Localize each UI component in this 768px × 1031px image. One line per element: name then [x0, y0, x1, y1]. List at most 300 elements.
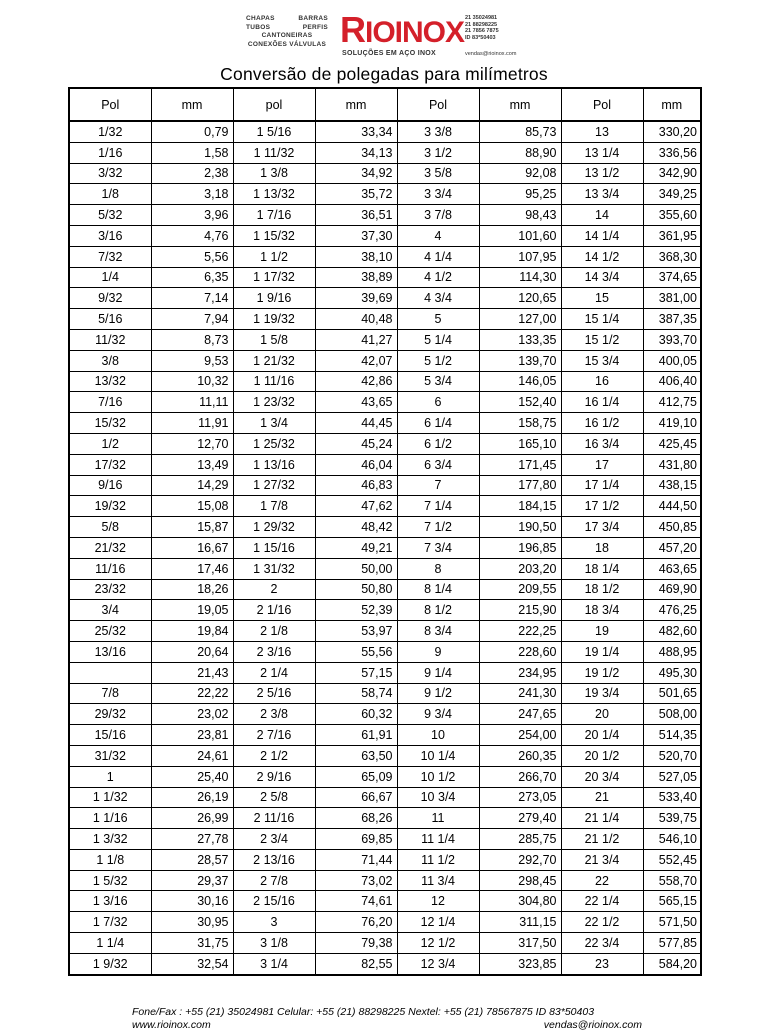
- cell-mm: 15,87: [151, 517, 233, 538]
- cell-mm: 39,69: [315, 288, 397, 309]
- cell-pol: 7/8: [69, 683, 151, 704]
- table-row: [69, 517, 701, 538]
- cell-mm: 30,95: [151, 912, 233, 933]
- cell-pol: 3 7/8: [397, 205, 479, 226]
- cell-mm: 42,86: [315, 371, 397, 392]
- cell-pol: 15 1/2: [561, 329, 643, 350]
- cell-pol: 13 3/4: [561, 184, 643, 205]
- table-row: [69, 725, 701, 746]
- cell-pol: 23/32: [69, 579, 151, 600]
- header-email: vendas@rioinox.com: [465, 51, 517, 58]
- cell-pol: 4: [397, 225, 479, 246]
- cell-mm: 3,96: [151, 205, 233, 226]
- table-row: [69, 662, 701, 683]
- cell-pol: 3 3/4: [397, 184, 479, 205]
- cell-pol: 1 17/32: [233, 267, 315, 288]
- logo-rest: IOINOX: [365, 16, 465, 49]
- cell-pol: 10 1/4: [397, 745, 479, 766]
- cell-mm: 438,15: [643, 475, 701, 496]
- cell-pol: 1 9/32: [69, 953, 151, 974]
- cell-mm: 15,08: [151, 496, 233, 517]
- cell-pol: 2 5/8: [233, 787, 315, 808]
- cell-pol: 8 1/2: [397, 600, 479, 621]
- cell-mm: 203,20: [479, 558, 561, 579]
- cell-mm: 406,40: [643, 371, 701, 392]
- cell-mm: 28,57: [151, 849, 233, 870]
- table-row: [69, 496, 701, 517]
- table-row: [69, 745, 701, 766]
- header-contact: [465, 15, 516, 58]
- cell-pol: [69, 662, 151, 683]
- cell-mm: 292,70: [479, 849, 561, 870]
- cell-pol: 3 5/8: [397, 163, 479, 184]
- cell-pol: 12 3/4: [397, 953, 479, 974]
- cell-pol: 7: [397, 475, 479, 496]
- cell-mm: 47,62: [315, 496, 397, 517]
- cell-mm: 20,64: [151, 641, 233, 662]
- cell-pol: 1 5/32: [69, 870, 151, 891]
- cell-pol: 13 1/2: [561, 163, 643, 184]
- cell-pol: 5 1/4: [397, 329, 479, 350]
- table-body: [69, 121, 701, 975]
- cell-pol: 7/16: [69, 392, 151, 413]
- cell-pol: 1 1/32: [69, 787, 151, 808]
- cell-pol: 2 1/2: [233, 745, 315, 766]
- cell-mm: 419,10: [643, 413, 701, 434]
- cell-mm: 95,25: [479, 184, 561, 205]
- cell-mm: 55,56: [315, 641, 397, 662]
- cell-mm: 279,40: [479, 808, 561, 829]
- cell-pol: 1 21/32: [233, 350, 315, 371]
- cell-mm: 40,48: [315, 309, 397, 330]
- cell-pol: 1: [69, 766, 151, 787]
- cell-pol: 19: [561, 621, 643, 642]
- table-row: [69, 309, 701, 330]
- cell-mm: 165,10: [479, 433, 561, 454]
- cell-pol: 13 1/4: [561, 142, 643, 163]
- cell-mm: 41,27: [315, 329, 397, 350]
- table-row: [69, 933, 701, 954]
- cell-mm: 158,75: [479, 413, 561, 434]
- cell-mm: 482,60: [643, 621, 701, 642]
- cell-pol: 20: [561, 704, 643, 725]
- cell-pol: 6 1/2: [397, 433, 479, 454]
- cell-mm: 152,40: [479, 392, 561, 413]
- cell-pol: 1 15/16: [233, 537, 315, 558]
- conversion-table-wrapper: [68, 87, 700, 976]
- cell-mm: 565,15: [643, 891, 701, 912]
- table-row: [69, 121, 701, 142]
- cell-mm: 450,85: [643, 517, 701, 538]
- cell-mm: 36,51: [315, 205, 397, 226]
- cell-mm: 46,04: [315, 454, 397, 475]
- product-perfis: PERFIS: [302, 23, 328, 31]
- cell-pol: 9/32: [69, 288, 151, 309]
- cell-pol: 11: [397, 808, 479, 829]
- cell-mm: 34,92: [315, 163, 397, 184]
- cell-pol: 4 1/4: [397, 246, 479, 267]
- cell-pol: 13: [561, 121, 643, 142]
- table-row: [69, 163, 701, 184]
- cell-pol: 14 1/2: [561, 246, 643, 267]
- cell-pol: 11 1/2: [397, 849, 479, 870]
- table-row: [69, 912, 701, 933]
- cell-pol: 2 3/8: [233, 704, 315, 725]
- cell-mm: 5,56: [151, 246, 233, 267]
- phone-2: 21 88298225: [465, 21, 498, 28]
- product-tubos: TUBOS: [246, 23, 271, 31]
- cell-mm: 444,50: [643, 496, 701, 517]
- table-row: [69, 558, 701, 579]
- cell-pol: 1 25/32: [233, 433, 315, 454]
- cell-pol: 17 1/2: [561, 496, 643, 517]
- cell-pol: 6 3/4: [397, 454, 479, 475]
- cell-mm: 228,60: [479, 641, 561, 662]
- cell-pol: 8: [397, 558, 479, 579]
- table-row: [69, 787, 701, 808]
- cell-pol: 3 1/8: [233, 933, 315, 954]
- cell-mm: 368,30: [643, 246, 701, 267]
- header-mm-4: mm: [643, 88, 701, 121]
- cell-pol: 2 1/8: [233, 621, 315, 642]
- cell-pol: 1 3/4: [233, 413, 315, 434]
- cell-mm: 27,78: [151, 829, 233, 850]
- cell-pol: 11 1/4: [397, 829, 479, 850]
- cell-pol: 19/32: [69, 496, 151, 517]
- cell-mm: 488,95: [643, 641, 701, 662]
- table-row: [69, 808, 701, 829]
- cell-pol: 22 1/2: [561, 912, 643, 933]
- cell-pol: 21: [561, 787, 643, 808]
- table-row: [69, 454, 701, 475]
- cell-pol: 2 1/4: [233, 662, 315, 683]
- cell-mm: 412,75: [643, 392, 701, 413]
- cell-mm: 31,75: [151, 933, 233, 954]
- cell-pol: 1 11/32: [233, 142, 315, 163]
- table-row: [69, 621, 701, 642]
- cell-mm: 26,99: [151, 808, 233, 829]
- cell-mm: 546,10: [643, 829, 701, 850]
- table-row: [69, 537, 701, 558]
- cell-mm: 234,95: [479, 662, 561, 683]
- cell-pol: 19 1/4: [561, 641, 643, 662]
- cell-pol: 8 3/4: [397, 621, 479, 642]
- cell-mm: 361,95: [643, 225, 701, 246]
- cell-mm: 190,50: [479, 517, 561, 538]
- cell-pol: 5: [397, 309, 479, 330]
- cell-mm: 514,35: [643, 725, 701, 746]
- cell-mm: 4,76: [151, 225, 233, 246]
- cell-pol: 5/32: [69, 205, 151, 226]
- cell-mm: 463,65: [643, 558, 701, 579]
- cell-mm: 66,67: [315, 787, 397, 808]
- cell-mm: 16,67: [151, 537, 233, 558]
- cell-mm: 2,38: [151, 163, 233, 184]
- cell-mm: 13,49: [151, 454, 233, 475]
- cell-pol: 7/32: [69, 246, 151, 267]
- table-row: [69, 288, 701, 309]
- table-row: [69, 267, 701, 288]
- cell-pol: 9/16: [69, 475, 151, 496]
- cell-mm: 298,45: [479, 870, 561, 891]
- cell-mm: 85,73: [479, 121, 561, 142]
- cell-mm: 49,21: [315, 537, 397, 558]
- cell-mm: 196,85: [479, 537, 561, 558]
- conversion-table: [68, 87, 702, 976]
- header-pol-3: Pol: [397, 88, 479, 121]
- cell-pol: 1 1/8: [69, 849, 151, 870]
- cell-mm: 7,94: [151, 309, 233, 330]
- cell-pol: 2 7/8: [233, 870, 315, 891]
- cell-mm: 311,15: [479, 912, 561, 933]
- cell-pol: 1/8: [69, 184, 151, 205]
- cell-mm: 323,85: [479, 953, 561, 974]
- cell-mm: 11,11: [151, 392, 233, 413]
- table-row: [69, 849, 701, 870]
- cell-pol: 11/32: [69, 329, 151, 350]
- cell-pol: 13/16: [69, 641, 151, 662]
- cell-pol: 1 7/32: [69, 912, 151, 933]
- cell-pol: 1/16: [69, 142, 151, 163]
- cell-mm: 266,70: [479, 766, 561, 787]
- cell-pol: 18 1/2: [561, 579, 643, 600]
- cell-pol: 12 1/2: [397, 933, 479, 954]
- cell-mm: 79,38: [315, 933, 397, 954]
- cell-mm: 336,56: [643, 142, 701, 163]
- table-row: [69, 329, 701, 350]
- cell-mm: 469,90: [643, 579, 701, 600]
- table-row: [69, 225, 701, 246]
- cell-pol: 12 1/4: [397, 912, 479, 933]
- cell-pol: 1/4: [69, 267, 151, 288]
- table-row: [69, 371, 701, 392]
- cell-mm: 520,70: [643, 745, 701, 766]
- cell-mm: 57,15: [315, 662, 397, 683]
- cell-pol: 5/16: [69, 309, 151, 330]
- table-row: [69, 246, 701, 267]
- cell-pol: 2 15/16: [233, 891, 315, 912]
- cell-pol: 23: [561, 953, 643, 974]
- cell-mm: 46,83: [315, 475, 397, 496]
- cell-pol: 10 1/2: [397, 766, 479, 787]
- cell-pol: 21 1/4: [561, 808, 643, 829]
- cell-pol: 1/2: [69, 433, 151, 454]
- page-title: Conversão de polegadas para milímetros: [220, 64, 548, 84]
- cell-pol: 7 1/4: [397, 496, 479, 517]
- cell-mm: 69,85: [315, 829, 397, 850]
- cell-mm: 114,30: [479, 267, 561, 288]
- cell-pol: 17: [561, 454, 643, 475]
- cell-pol: 16: [561, 371, 643, 392]
- cell-mm: 254,00: [479, 725, 561, 746]
- cell-mm: 63,50: [315, 745, 397, 766]
- cell-pol: 12: [397, 891, 479, 912]
- cell-mm: 71,44: [315, 849, 397, 870]
- cell-mm: 558,70: [643, 870, 701, 891]
- cell-mm: 14,29: [151, 475, 233, 496]
- phone-1: 21 35024981: [465, 15, 498, 21]
- cell-pol: 11 3/4: [397, 870, 479, 891]
- cell-mm: 171,45: [479, 454, 561, 475]
- footer-contact: Fone/Fax : +55 (21) 35024981 Celular: +55 (21) 88298225 Nextel: +55 (21) 78567875 ID 83*50403: [132, 1006, 595, 1018]
- cell-mm: 33,34: [315, 121, 397, 142]
- cell-mm: 37,30: [315, 225, 397, 246]
- cell-pol: 7 3/4: [397, 537, 479, 558]
- cell-pol: 29/32: [69, 704, 151, 725]
- cell-mm: 393,70: [643, 329, 701, 350]
- cell-mm: 88,90: [479, 142, 561, 163]
- cell-pol: 9 1/4: [397, 662, 479, 683]
- cell-mm: 50,80: [315, 579, 397, 600]
- cell-mm: 23,81: [151, 725, 233, 746]
- cell-mm: 139,70: [479, 350, 561, 371]
- cell-mm: 19,84: [151, 621, 233, 642]
- table-row: [69, 475, 701, 496]
- footer-website[interactable]: www.rioinox.com: [132, 1019, 211, 1031]
- cell-pol: 17 1/4: [561, 475, 643, 496]
- cell-mm: 577,85: [643, 933, 701, 954]
- cell-pol: 2 7/16: [233, 725, 315, 746]
- cell-mm: 43,65: [315, 392, 397, 413]
- cell-pol: 1 11/16: [233, 371, 315, 392]
- cell-mm: 98,43: [479, 205, 561, 226]
- table-row: [69, 891, 701, 912]
- table-row: [69, 579, 701, 600]
- cell-mm: 3,18: [151, 184, 233, 205]
- cell-pol: 15 3/4: [561, 350, 643, 371]
- cell-pol: 5/8: [69, 517, 151, 538]
- cell-pol: 5 1/2: [397, 350, 479, 371]
- cell-pol: 3 1/2: [397, 142, 479, 163]
- cell-pol: 1 3/16: [69, 891, 151, 912]
- cell-mm: 127,00: [479, 309, 561, 330]
- cell-pol: 15/16: [69, 725, 151, 746]
- cell-pol: 9: [397, 641, 479, 662]
- cell-pol: 1 13/16: [233, 454, 315, 475]
- cell-pol: 1 1/2: [233, 246, 315, 267]
- cell-pol: 4 3/4: [397, 288, 479, 309]
- cell-pol: 1 7/8: [233, 496, 315, 517]
- table-row: [69, 142, 701, 163]
- table-row: [69, 641, 701, 662]
- cell-mm: 431,80: [643, 454, 701, 475]
- cell-pol: 1 27/32: [233, 475, 315, 496]
- cell-mm: 495,30: [643, 662, 701, 683]
- cell-mm: 9,53: [151, 350, 233, 371]
- cell-pol: 2 11/16: [233, 808, 315, 829]
- footer-email[interactable]: vendas@rioinox.com: [543, 1019, 642, 1031]
- cell-mm: 527,05: [643, 766, 701, 787]
- cell-mm: 584,20: [643, 953, 701, 974]
- table-row: [69, 683, 701, 704]
- table-row: [69, 350, 701, 371]
- table-row: [69, 392, 701, 413]
- cell-pol: 1 23/32: [233, 392, 315, 413]
- phone-3: 21 7856 7875: [465, 28, 499, 35]
- cell-mm: 65,09: [315, 766, 397, 787]
- cell-mm: 10,32: [151, 371, 233, 392]
- footer-links: [132, 1019, 642, 1031]
- header-mm-1: mm: [151, 88, 233, 121]
- phone-id: ID 83*50403: [465, 34, 496, 41]
- cell-mm: 42,07: [315, 350, 397, 371]
- cell-pol: 15 1/4: [561, 309, 643, 330]
- cell-pol: 17/32: [69, 454, 151, 475]
- cell-pol: 14 3/4: [561, 267, 643, 288]
- cell-mm: 501,65: [643, 683, 701, 704]
- table-row: [69, 766, 701, 787]
- cell-mm: 241,30: [479, 683, 561, 704]
- header-mm-3: mm: [479, 88, 561, 121]
- cell-mm: 425,45: [643, 433, 701, 454]
- table-row: [69, 433, 701, 454]
- cell-pol: 1 5/16: [233, 121, 315, 142]
- cell-mm: 476,25: [643, 600, 701, 621]
- cell-mm: 82,55: [315, 953, 397, 974]
- cell-mm: 92,08: [479, 163, 561, 184]
- cell-mm: 381,00: [643, 288, 701, 309]
- cell-pol: 9 3/4: [397, 704, 479, 725]
- cell-pol: 18 3/4: [561, 600, 643, 621]
- cell-pol: 1 9/16: [233, 288, 315, 309]
- table-row: [69, 600, 701, 621]
- cell-mm: 539,75: [643, 808, 701, 829]
- cell-mm: 101,60: [479, 225, 561, 246]
- cell-mm: 58,74: [315, 683, 397, 704]
- cell-mm: 60,32: [315, 704, 397, 725]
- cell-pol: 5 3/4: [397, 371, 479, 392]
- cell-pol: 1 7/16: [233, 205, 315, 226]
- cell-mm: 222,25: [479, 621, 561, 642]
- cell-pol: 6: [397, 392, 479, 413]
- cell-mm: 133,35: [479, 329, 561, 350]
- cell-mm: 571,50: [643, 912, 701, 933]
- cell-pol: 2 5/16: [233, 683, 315, 704]
- cell-mm: 330,20: [643, 121, 701, 142]
- cell-pol: 2 13/16: [233, 849, 315, 870]
- cell-mm: 285,75: [479, 829, 561, 850]
- cell-mm: 457,20: [643, 537, 701, 558]
- cell-mm: 1,58: [151, 142, 233, 163]
- cell-mm: 349,25: [643, 184, 701, 205]
- header-pol-1: Pol: [69, 88, 151, 121]
- table-row: [69, 829, 701, 850]
- cell-mm: 38,89: [315, 267, 397, 288]
- header-pol-4: Pol: [561, 88, 643, 121]
- cell-pol: 25/32: [69, 621, 151, 642]
- cell-pol: 21 3/4: [561, 849, 643, 870]
- cell-mm: 30,16: [151, 891, 233, 912]
- cell-pol: 1 15/32: [233, 225, 315, 246]
- table-row: [69, 953, 701, 974]
- cell-pol: 3/4: [69, 600, 151, 621]
- cell-pol: 22 1/4: [561, 891, 643, 912]
- cell-pol: 18 1/4: [561, 558, 643, 579]
- cell-mm: 177,80: [479, 475, 561, 496]
- cell-pol: 2 9/16: [233, 766, 315, 787]
- product-chapas: CHAPAS: [246, 15, 275, 22]
- cell-pol: 3/8: [69, 350, 151, 371]
- cell-pol: 20 3/4: [561, 766, 643, 787]
- cell-mm: 355,60: [643, 205, 701, 226]
- cell-mm: 23,02: [151, 704, 233, 725]
- cell-mm: 11,91: [151, 413, 233, 434]
- cell-pol: 16 1/4: [561, 392, 643, 413]
- cell-pol: 15/32: [69, 413, 151, 434]
- rioinox-logo: [340, 9, 465, 62]
- product-list: [246, 15, 328, 49]
- cell-mm: 215,90: [479, 600, 561, 621]
